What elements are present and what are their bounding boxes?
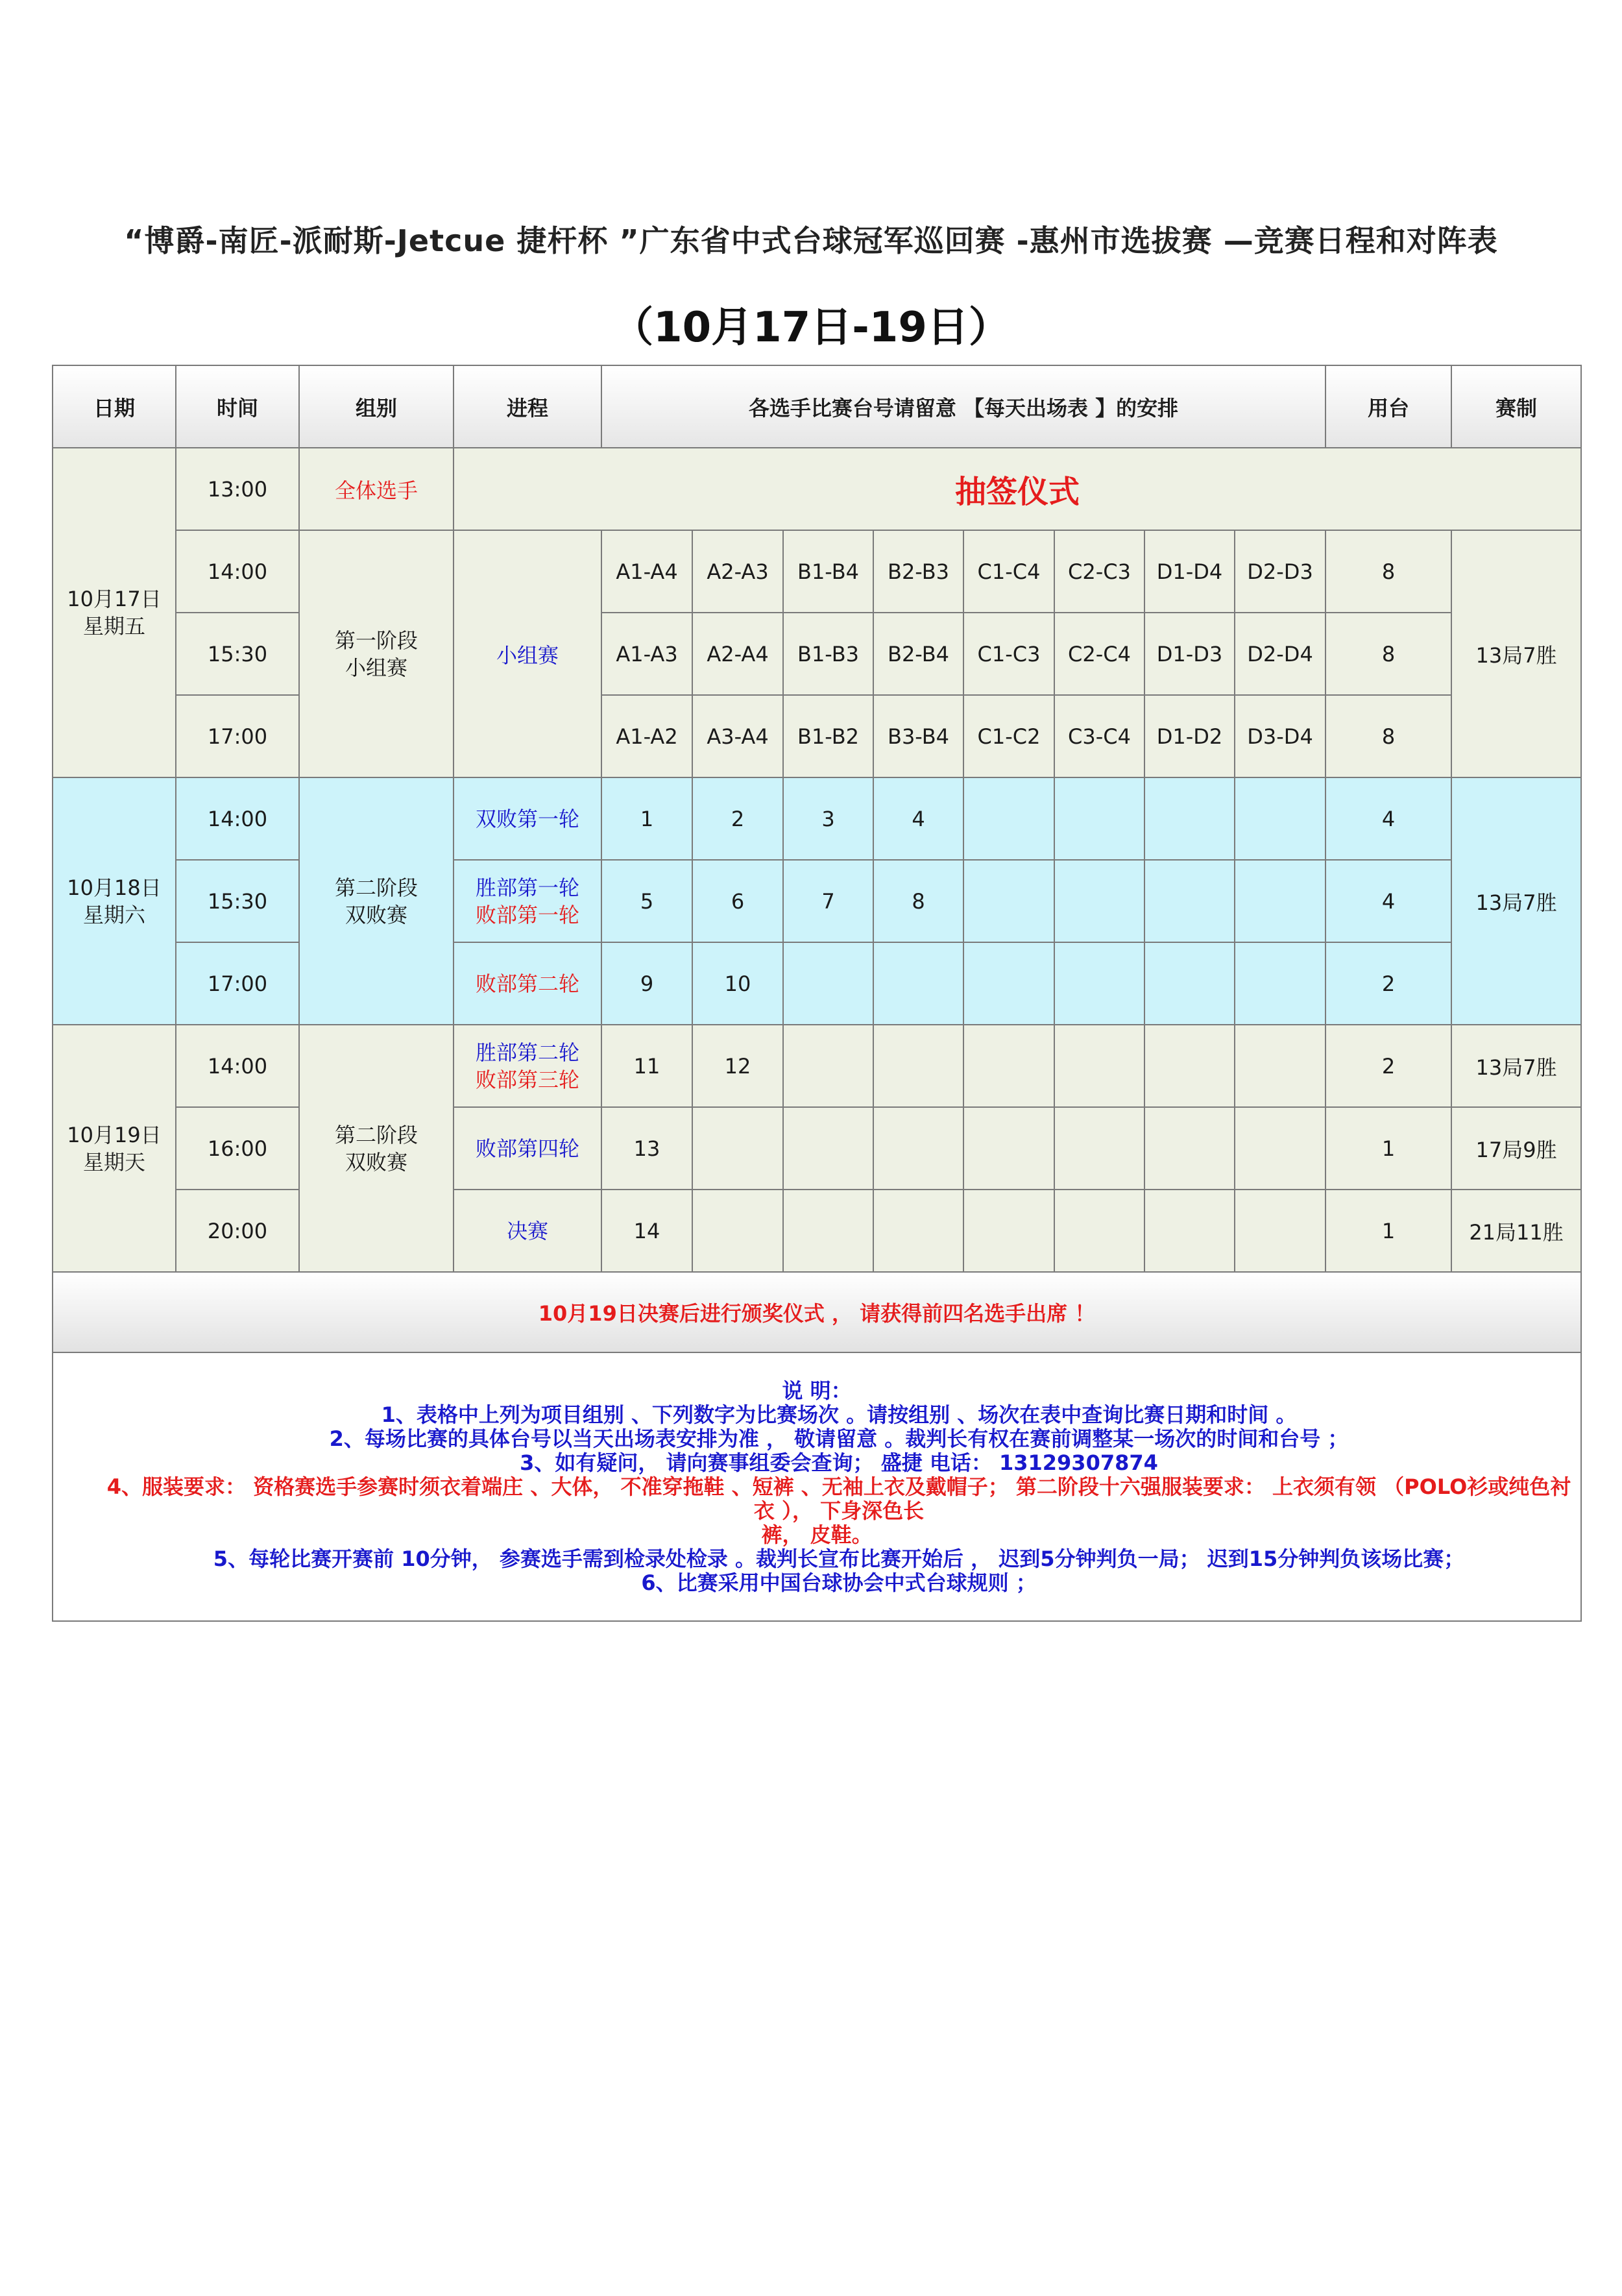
tables-used-cell: 1 <box>1325 1107 1451 1190</box>
progress-winners: 双败第一轮 <box>475 806 579 831</box>
time-cell: 14:00 <box>176 530 299 613</box>
award-row <box>53 1272 1581 1352</box>
tables-used-cell: 8 <box>1325 530 1451 613</box>
table-row <box>53 942 1581 1025</box>
page-title: “博爵-南匠-派耐斯-Jetcue 捷杆杯 ”广东省中式台球冠军巡回赛 -惠州市选拔赛 —竞赛日程和对阵表 <box>124 223 1498 258</box>
progress-final: 决赛 <box>506 1218 548 1243</box>
date-cell <box>53 1025 176 1272</box>
match-cell <box>873 1190 963 1272</box>
time-cell: 16:00 <box>176 1107 299 1190</box>
table-row <box>53 860 1581 942</box>
stage-label: 第二阶段 <box>334 875 418 900</box>
header-group: 组别 <box>299 365 454 448</box>
match-cell: A1-A3 <box>601 613 692 695</box>
progress-losers: 败部第二轮 <box>475 971 579 996</box>
header-progress: 进程 <box>454 365 601 448</box>
format-cell: 13局7胜 <box>1451 777 1581 1025</box>
match-cell <box>1144 860 1235 942</box>
match-cell: B2-B4 <box>873 613 963 695</box>
table-row <box>53 1107 1581 1190</box>
match-cell <box>783 1107 873 1190</box>
match-cell: C2-C3 <box>1054 530 1144 613</box>
match-cell <box>963 860 1054 942</box>
match-cell: B2-B3 <box>873 530 963 613</box>
match-cell: 8 <box>873 860 963 942</box>
match-cell: B3-B4 <box>873 695 963 777</box>
time-cell: 15:30 <box>176 860 299 942</box>
date-label: 10月17日 <box>67 587 162 611</box>
match-cell <box>1144 1107 1235 1190</box>
progress-winners: 胜部第二轮 <box>475 1040 579 1065</box>
stage-label: 第二阶段 <box>334 1122 418 1147</box>
header-tables-used: 用台 <box>1325 365 1451 448</box>
match-cell <box>1144 942 1235 1025</box>
match-cell <box>1144 1190 1235 1272</box>
match-cell: 10 <box>692 942 783 1025</box>
progress-losers: 败部第三轮 <box>475 1067 579 1092</box>
tables-used-cell: 4 <box>1325 860 1451 942</box>
match-cell: B1-B4 <box>783 530 873 613</box>
match-cell: 4 <box>873 777 963 860</box>
note-item: 6、比赛采用中国台球协会中式台球规则 ； <box>641 1570 1037 1595</box>
tables-used-cell: 2 <box>1325 1025 1451 1107</box>
progress-losers-4: 败部第四轮 <box>475 1136 579 1161</box>
match-cell <box>1235 1190 1325 1272</box>
stage-cell <box>299 530 454 777</box>
time-cell: 17:00 <box>176 695 299 777</box>
date-cell <box>53 777 176 1025</box>
match-cell <box>1054 1107 1144 1190</box>
weekday-label: 星期天 <box>82 1149 145 1175</box>
match-cell: A3-A4 <box>692 695 783 777</box>
time-cell: 14:00 <box>176 777 299 860</box>
match-cell <box>873 1107 963 1190</box>
schedule-table <box>52 365 1582 1622</box>
table-row <box>53 448 1581 530</box>
match-cell: 1 <box>601 777 692 860</box>
stage-cell <box>299 777 454 1025</box>
note-item: 3、如有疑问， 请向赛事组委会查询； 盛捷 电话： 13129307874 <box>520 1450 1158 1475</box>
time-cell: 13:00 <box>176 448 299 530</box>
weekday-label: 星期六 <box>82 902 145 927</box>
group-cell: 全体选手 <box>299 448 454 530</box>
match-cell: 2 <box>692 777 783 860</box>
table-row <box>53 1190 1581 1272</box>
progress-cell: 小组赛 <box>454 530 601 777</box>
match-cell: 9 <box>601 942 692 1025</box>
match-cell: A1-A2 <box>601 695 692 777</box>
progress-cell <box>454 1107 601 1190</box>
match-cell <box>783 1190 873 1272</box>
stage-label: 第一阶段 <box>334 628 418 653</box>
match-cell <box>1054 1190 1144 1272</box>
match-cell: D1-D2 <box>1144 695 1235 777</box>
match-cell: C1-C3 <box>963 613 1054 695</box>
tables-used-cell: 2 <box>1325 942 1451 1025</box>
header-time: 时间 <box>176 365 299 448</box>
match-cell: 3 <box>783 777 873 860</box>
time-cell: 17:00 <box>176 942 299 1025</box>
table-row <box>53 613 1581 695</box>
format-cell: 17局9胜 <box>1451 1107 1581 1190</box>
progress-cell <box>454 1190 601 1272</box>
match-cell: D1-D3 <box>1144 613 1235 695</box>
match-cell <box>963 1190 1054 1272</box>
match-cell: C2-C4 <box>1054 613 1144 695</box>
format-cell: 13局7胜 <box>1451 530 1581 777</box>
match-cell: D3-D4 <box>1235 695 1325 777</box>
match-cell: C3-C4 <box>1054 695 1144 777</box>
match-cell <box>1235 1025 1325 1107</box>
match-cell <box>692 1190 783 1272</box>
draw-ceremony: 抽签仪式 <box>454 448 1581 530</box>
match-cell <box>1144 1025 1235 1107</box>
note-item-dress-code-cont: 裤， 皮鞋。 <box>761 1522 873 1547</box>
note-item: 5、每轮比赛开赛前 10分钟， 参赛选手需到检录处检录 。裁判长宣布比赛开始后 ， 迟到5分钟判负一局； 迟到15分钟判负该场比赛； <box>213 1546 1465 1571</box>
match-cell <box>1054 860 1144 942</box>
match-cell <box>1235 942 1325 1025</box>
match-cell: B1-B3 <box>783 613 873 695</box>
match-cell: C1-C2 <box>963 695 1054 777</box>
table-row <box>53 695 1581 777</box>
date-cell <box>53 448 176 777</box>
page-subtitle: （10月17日-19日） <box>612 304 1010 352</box>
date-label: 10月18日 <box>67 875 162 900</box>
match-cell <box>963 1025 1054 1107</box>
progress-cell <box>454 777 601 860</box>
notes-row <box>53 1352 1581 1621</box>
match-cell <box>873 1025 963 1107</box>
date-label: 10月19日 <box>67 1122 162 1147</box>
match-cell <box>783 942 873 1025</box>
match-cell <box>963 942 1054 1025</box>
match-cell <box>963 777 1054 860</box>
match-cell <box>1054 777 1144 860</box>
note-item-dress-code: 4、服装要求： 资格赛选手参赛时须衣着端庄 、大体， 不准穿拖鞋 、短裤 、无袖上衣及戴帽子； 第二阶段十六强服装要求： 上衣须有领 （POLO衫或纯色衬衣 ）， 下身深色长 <box>106 1474 1571 1523</box>
match-cell: A1-A4 <box>601 530 692 613</box>
header-tables-note: 各选手比赛台号请留意 【每天出场表 】的安排 <box>601 365 1325 448</box>
time-cell: 20:00 <box>176 1190 299 1272</box>
match-cell: D2-D4 <box>1235 613 1325 695</box>
notes-cell <box>53 1352 1581 1621</box>
progress-losers: 败部第一轮 <box>475 902 579 927</box>
match-cell <box>1235 777 1325 860</box>
notes-heading: 说 明： <box>782 1378 852 1403</box>
match-cell: A2-A4 <box>692 613 783 695</box>
header-format: 赛制 <box>1451 365 1581 448</box>
match-cell: 6 <box>692 860 783 942</box>
tables-used-cell: 4 <box>1325 777 1451 860</box>
progress-cell <box>454 860 601 942</box>
match-cell: 5 <box>601 860 692 942</box>
table-row <box>53 777 1581 860</box>
match-cell: 11 <box>601 1025 692 1107</box>
progress-cell <box>454 1025 601 1107</box>
match-cell <box>1235 860 1325 942</box>
table-row <box>53 530 1581 613</box>
weekday-label: 星期五 <box>82 614 145 639</box>
stage-type: 双败赛 <box>345 1149 407 1175</box>
progress-cell <box>454 942 601 1025</box>
match-cell <box>1235 1107 1325 1190</box>
match-cell <box>783 1025 873 1107</box>
stage-type: 小组赛 <box>345 655 407 680</box>
header-row <box>53 365 1581 448</box>
match-cell: C1-C4 <box>963 530 1054 613</box>
time-cell: 15:30 <box>176 613 299 695</box>
stage-cell <box>299 1025 454 1272</box>
match-cell <box>692 1107 783 1190</box>
match-cell: 14 <box>601 1190 692 1272</box>
match-cell <box>1054 1025 1144 1107</box>
match-cell: 12 <box>692 1025 783 1107</box>
award-notice: 10月19日决赛后进行颁奖仪式 ， 请获得前四名选手出席 ！ <box>53 1272 1581 1352</box>
tables-used-cell: 8 <box>1325 613 1451 695</box>
match-cell: A2-A3 <box>692 530 783 613</box>
match-cell: D1-D4 <box>1144 530 1235 613</box>
match-cell <box>1144 777 1235 860</box>
tables-used-cell: 8 <box>1325 695 1451 777</box>
format-cell: 13局7胜 <box>1451 1025 1581 1107</box>
stage-type: 双败赛 <box>345 902 407 927</box>
progress-winners: 胜部第一轮 <box>475 875 579 900</box>
note-item: 1、表格中上列为项目组别 、下列数字为比赛场次 。请按组别 、场次在表中查询比赛日期和时间 。 <box>381 1402 1297 1427</box>
match-cell: 13 <box>601 1107 692 1190</box>
match-cell <box>873 942 963 1025</box>
match-cell <box>963 1107 1054 1190</box>
match-cell <box>1054 942 1144 1025</box>
format-cell: 21局11胜 <box>1451 1190 1581 1272</box>
note-item: 2、每场比赛的具体台号以当天出场表安排为准 ， 敬请留意 。裁判长有权在赛前调整某一场次的时间和台号 ； <box>329 1426 1349 1451</box>
match-cell: D2-D3 <box>1235 530 1325 613</box>
header-date: 日期 <box>53 365 176 448</box>
table-row <box>53 1025 1581 1107</box>
tables-used-cell: 1 <box>1325 1190 1451 1272</box>
match-cell: B1-B2 <box>783 695 873 777</box>
match-cell: 7 <box>783 860 873 942</box>
time-cell: 14:00 <box>176 1025 299 1107</box>
